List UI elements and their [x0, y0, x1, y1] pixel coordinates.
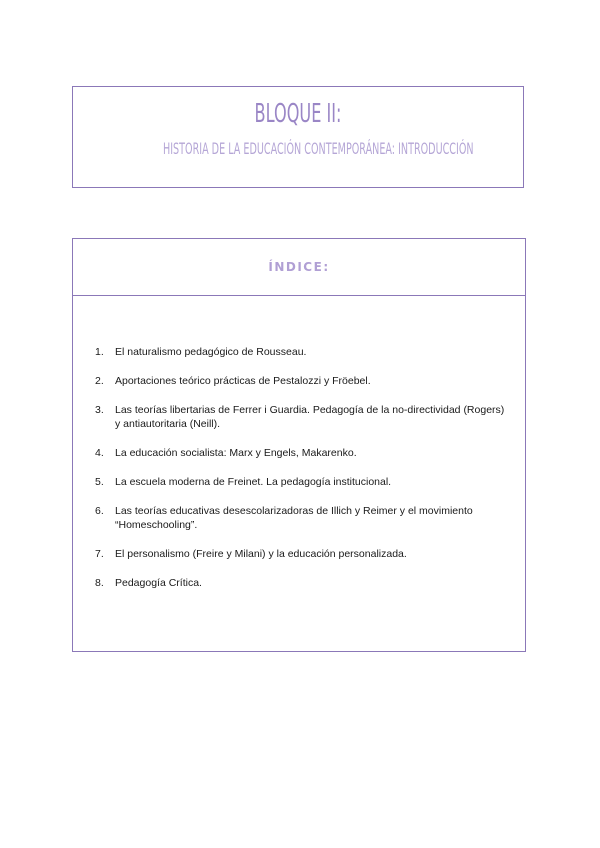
item-text: Pedagogía Crítica.: [115, 577, 202, 589]
item-number: 6.: [95, 505, 104, 517]
item-number: 8.: [95, 577, 104, 589]
list-item: [73, 403, 525, 431]
item-number: 5.: [95, 476, 104, 488]
page-subtitle: HISTORIA DE LA EDUCACIÓN CONTEMPORÁNEA: INTRODUCCIÓN: [163, 139, 474, 158]
item-number: 7.: [95, 548, 104, 560]
item-number: 1.: [95, 346, 104, 358]
title-box: [72, 86, 524, 188]
page-title: BLOQUE II:: [254, 99, 342, 129]
list-item: [73, 547, 525, 561]
item-number: 2.: [95, 375, 104, 387]
item-number: 3.: [95, 404, 104, 416]
index-box: [72, 238, 526, 652]
item-text: Las teorías educativas desescolarizadoras de Illich y Reimer y el movimiento “Homeschooling”.: [115, 505, 473, 531]
item-text: Aportaciones teórico prácticas de Pestalozzi y Fröebel.: [115, 375, 371, 387]
item-text: El naturalismo pedagógico de Rousseau.: [115, 346, 307, 358]
index-list: [73, 345, 525, 605]
list-item: [73, 446, 525, 460]
index-header: [73, 239, 525, 296]
list-item: [73, 576, 525, 590]
item-text: La escuela moderna de Freinet. La pedagogía institucional.: [115, 476, 392, 488]
list-item: [73, 475, 525, 489]
item-text: La educación socialista: Marx y Engels, Makarenko.: [115, 447, 357, 459]
index-heading: ÍNDICE:: [268, 260, 330, 274]
item-text: El personalismo (Freire y Milani) y la educación personalizada.: [115, 548, 407, 560]
item-text: Las teorías libertarias de Ferrer i Guardia. Pedagogía de la no-directividad (Rogers) y antiautoritaria (Neill).: [115, 404, 505, 430]
list-item: [73, 504, 525, 532]
list-item: [73, 374, 525, 388]
list-item: [73, 345, 525, 359]
item-number: 4.: [95, 447, 104, 459]
